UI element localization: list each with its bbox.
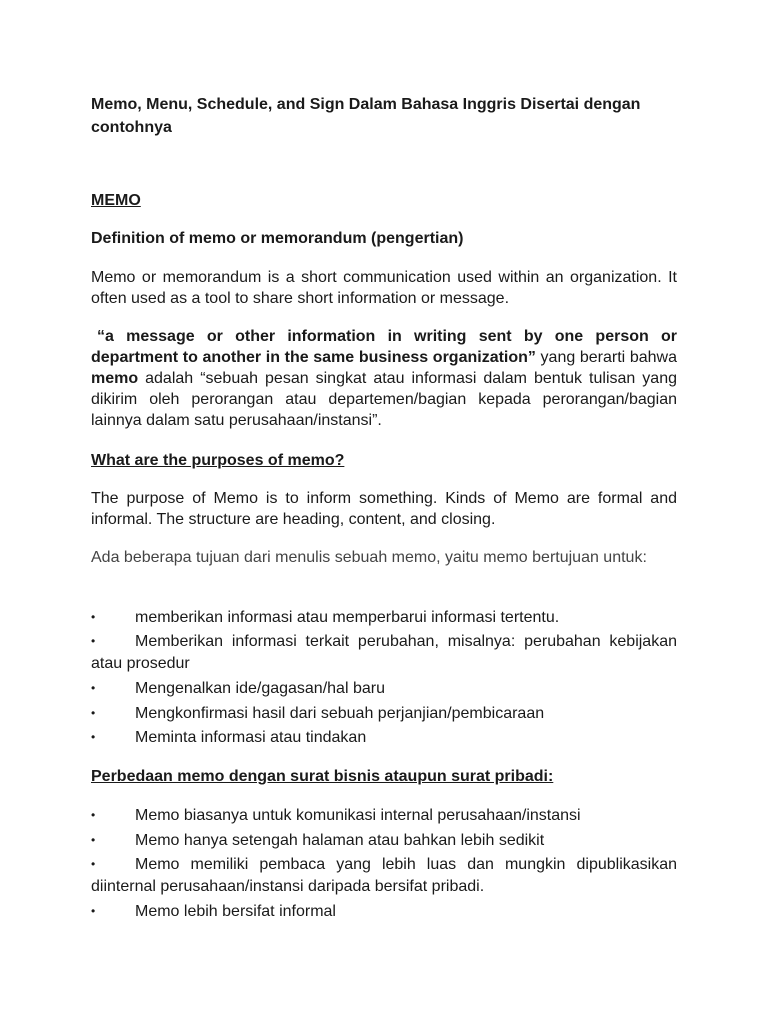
- list-item: • Meminta informasi atau tindakan: [91, 726, 677, 749]
- bullet-icon: •: [91, 808, 96, 822]
- list-item: • Memo lebih bersifat informal: [91, 900, 677, 923]
- bullet-icon: •: [91, 904, 96, 918]
- quote-text-1: yang berarti bahwa: [535, 349, 678, 366]
- bullet-icon: •: [91, 706, 96, 720]
- list-item: • Memo memiliki pembaca yang lebih luas dan mungkin dipublikasikan diinternal perusahaan/instansi daripada bersifat pribadi.: [91, 853, 677, 898]
- bullet-icon: •: [91, 634, 96, 648]
- memo-heading: MEMO: [91, 192, 141, 209]
- quote-paragraph: [91, 326, 677, 431]
- list-item: • Memberikan informasi terkait perubahan, misalnya: perubahan kebijakan atau prosedur: [91, 630, 677, 675]
- list-item: • memberikan informasi atau memperbarui informasi tertentu.: [91, 606, 677, 629]
- perbedaan-heading: Perbedaan memo dengan surat bisnis ataupun surat pribadi:: [91, 768, 554, 785]
- list-item: • Memo biasanya untuk komunikasi internal perusahaan/instansi: [91, 804, 677, 827]
- list-item: • Mengkonfirmasi hasil dari sebuah perjanjian/pembicaraan: [91, 702, 677, 725]
- quote-bold: “a message or other information in writing sent by one person or department to another in the same business organization”: [91, 328, 677, 366]
- purposes-heading: What are the purposes of memo?: [91, 452, 345, 469]
- definition-heading: Definition of memo or memorandum (pengertian): [91, 230, 464, 247]
- list-item: • Memo hanya setengah halaman atau bahkan lebih sedikit: [91, 829, 677, 852]
- purposes-paragraph: The purpose of Memo is to inform something. Kinds of Memo are formal and informal. The structure are heading, content, and closing.: [91, 490, 677, 528]
- list-item: • Mengenalkan ide/gagasan/hal baru: [91, 677, 677, 700]
- document-title: Memo, Menu, Schedule, and Sign Dalam Bahasa Inggris Disertai dengan contohnya: [91, 96, 641, 136]
- bullet-icon: •: [91, 610, 96, 624]
- bullet-icon: •: [91, 833, 96, 847]
- bullet-icon: •: [91, 681, 96, 695]
- quote-text-2: adalah “sebuah pesan singkat atau informasi dalam bentuk tulisan yang dikirim oleh perorangan atau departemen/bagian kepada perorangan/bagian lainnya dalam satu perusahaan/instansi”.: [91, 370, 677, 429]
- tujuan-intro: Ada beberapa tujuan dari menulis sebuah memo, yaitu memo bertujuan untuk:: [91, 549, 647, 566]
- bullet-icon: •: [91, 857, 96, 871]
- bullet-icon: •: [91, 730, 96, 744]
- definition-paragraph: Memo or memorandum is a short communication used within an organization. It often used as a tool to share short information or message.: [91, 269, 677, 307]
- quote-bold-word: memo: [91, 370, 139, 387]
